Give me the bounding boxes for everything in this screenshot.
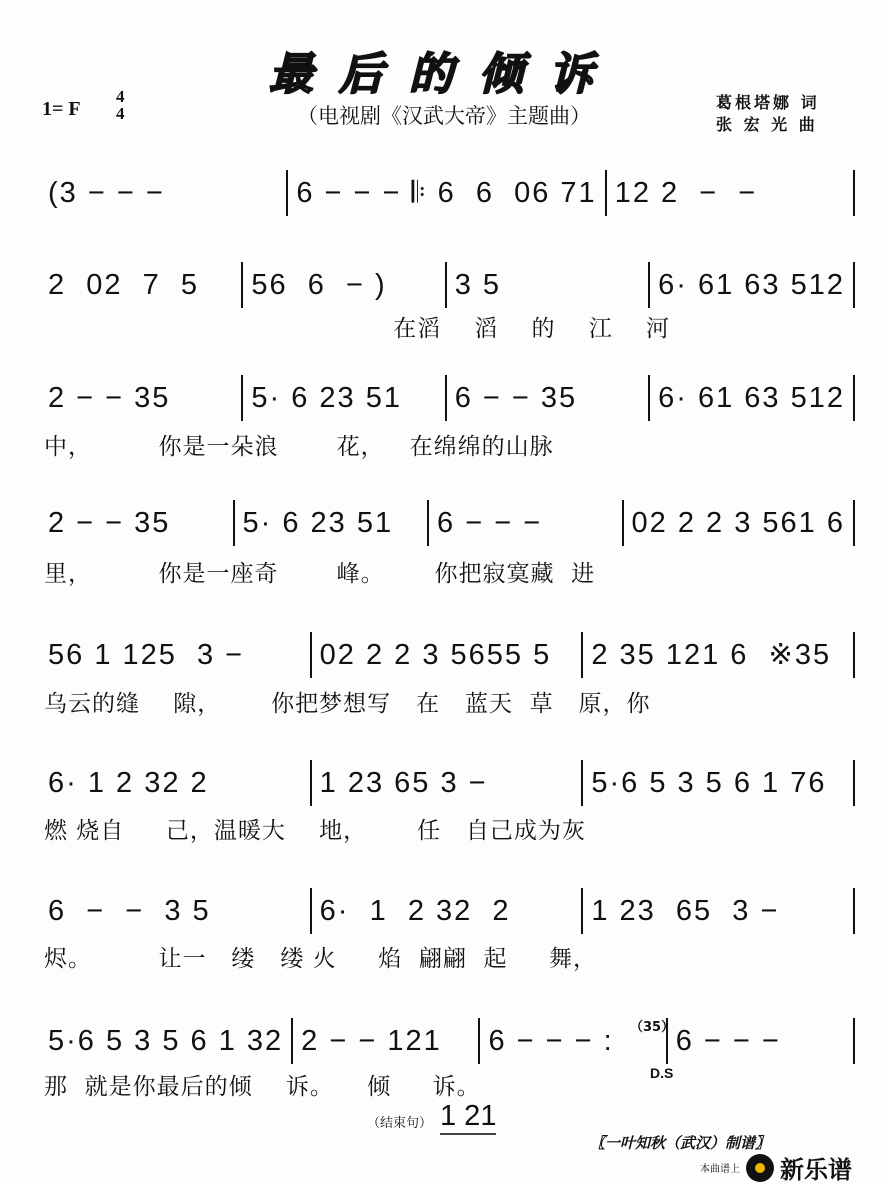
upload-note: 本曲谱上 [700,1164,740,1175]
measure: 6· 1 2 32 2 [312,888,584,934]
measure: 6· 1 2 32 2 [40,760,312,806]
measure: 6 − − 35 [447,375,650,421]
time-top: 4 [116,87,125,106]
measure: 5·6 5 3 5 6 1 32 [40,1018,293,1064]
measure: 6 − − − [429,500,624,546]
credits [716,92,820,136]
site-logo [700,1150,852,1185]
lyrics-line: 燃 烧自 己，温暖大 地， 任 自己成为灰 [44,818,586,844]
measure: 5· 6 23 51 [243,375,446,421]
measure: 1 23 65 3 − [583,888,855,934]
staff-row [40,888,855,934]
measure: 6 − − − : [480,1018,667,1064]
measure: 02 2 2 3 561 6 [624,500,855,546]
measure: 12 2 − − [607,170,855,216]
staff-row [40,760,855,806]
measure: 3 5 [447,262,650,308]
measure: 2 35 121 6 ※35 [583,632,855,678]
key-signature: 1= F [42,98,81,120]
lyrics-line: 那 就是你最后的倾 诉。 倾 诉。 [44,1074,481,1100]
lyrics-line: 乌云的缝 隙， 你把梦想写 在 蓝天 草 原，你 [44,691,651,717]
staff-row [40,632,855,678]
measure: 5· 6 23 51 [235,500,430,546]
measure: 2 − − 121 [293,1018,480,1064]
lyrics-line: 烬。 让一 缕 缕 火 焰 翩翩 起 舞， [44,946,598,972]
lyrics-line: 里， 你是一座奇 峰。 你把寂寞藏 进 [44,561,596,587]
measure: 6 − − − 𝄆 6 6 06 71 [288,170,606,216]
measure: 2 − − 35 [40,500,235,546]
measure: 2 02 7 5 [40,262,243,308]
measure: (3 − − − [40,170,288,216]
subtitle: （电视剧《汉武大帝》主题曲） [297,104,591,128]
measure: 5·6 5 3 5 6 1 76 [583,760,855,806]
composer: 张 宏 光 曲 [716,115,818,134]
song-title: 最后的倾诉 [269,49,619,100]
staff-row [40,170,855,216]
staff-row [40,262,855,308]
staff-row [40,1018,855,1064]
repeat-notes: （35） [630,1020,675,1035]
site-name: 新乐谱 [780,1156,852,1184]
measure: 02 2 2 3 5655 5 [312,632,584,678]
ds-marking: D.S [650,1065,674,1081]
ending-notes: 1 21 [440,1100,496,1135]
measure: 6 − − − [668,1018,855,1064]
ending-label: （结束句） [367,1116,433,1131]
transcriber: 〖一叶知秋（武汉）制谱〗 [590,1134,771,1152]
staff-row [40,500,855,546]
measure: 6 − − 3 5 [40,888,312,934]
lyrics-line: 在滔 滔 的 江 河 [44,316,671,342]
lyricist: 葛根塔娜 词 [716,93,820,112]
record-icon [746,1154,774,1182]
measure: 6· 61 63 512 [650,375,855,421]
measure: 6· 61 63 512 [650,262,855,308]
staff-row [40,375,855,421]
measure: 56 1 125 3 − [40,632,312,678]
time-bottom: 4 [116,104,125,123]
measure: 2 − − 35 [40,375,243,421]
measure: 1 23 65 3 − [312,760,584,806]
measure: 56 6 − ) [243,262,446,308]
lyrics-line: 中， 你是一朵浪 花， 在绵绵的山脉 [44,434,554,460]
